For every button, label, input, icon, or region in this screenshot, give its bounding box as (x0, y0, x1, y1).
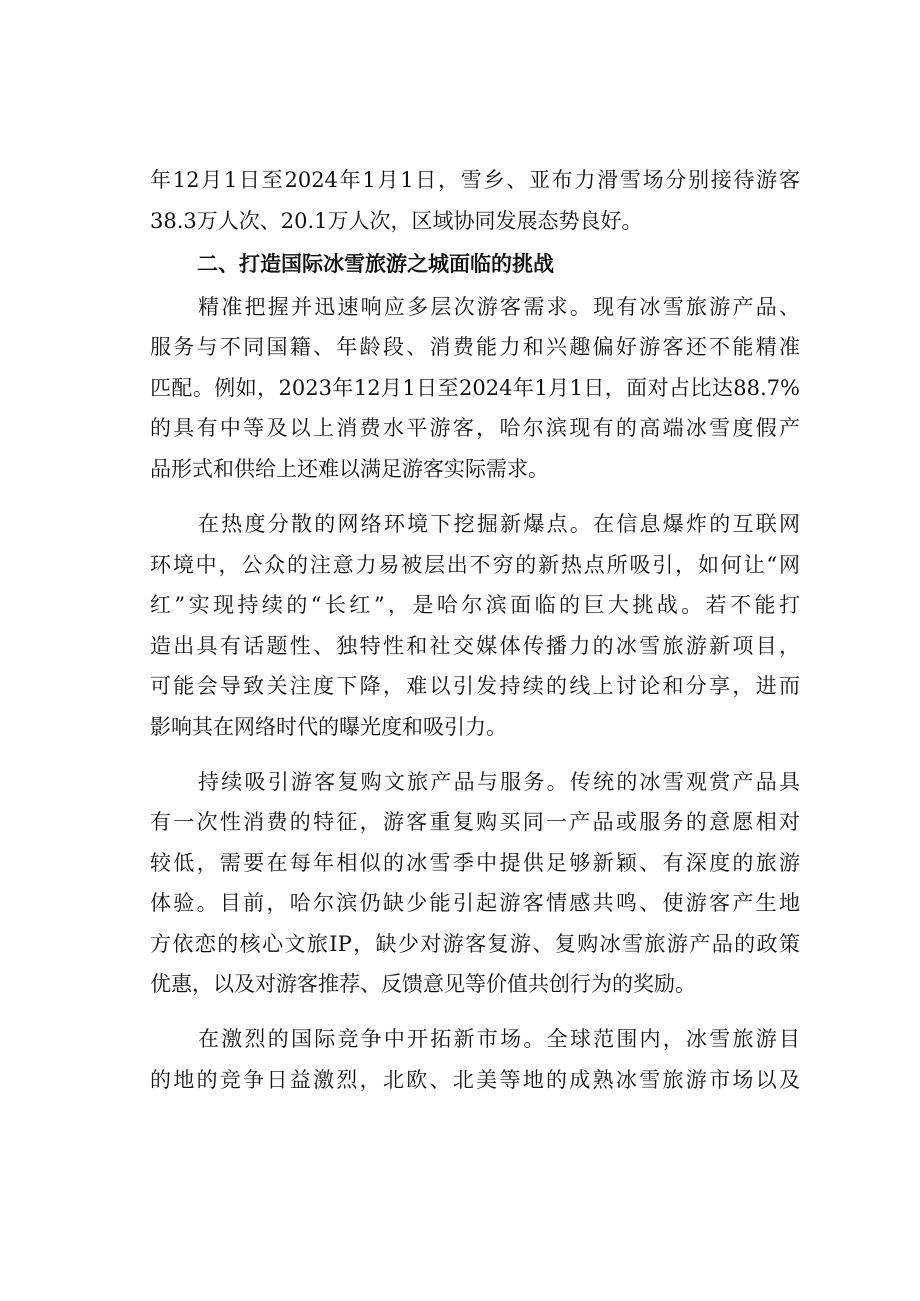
paragraph-line: 方依恋的核心文旅IP，缺少对游客复游、复购冰雪旅游产品的政策 (150, 932, 800, 956)
paragraph-line: 较低，需要在每年相似的冰雪季中提供足够新颖、有深度的旅游 (150, 851, 800, 875)
paragraph-line: 持续吸引游客复购文旅产品与服务。传统的冰雪观赏产品具 (198, 770, 800, 794)
paragraph-line: 的地的竞争日益激烈，北欧、北美等地的成熟冰雪旅游市场以及 (150, 1068, 800, 1092)
paragraph-line: 有一次性消费的特征，游客重复购买同一产品或服务的意愿相对 (150, 810, 800, 834)
paragraph-line: 红”实现持续的“长红”，是哈尔滨面临的巨大挑战。若不能打 (150, 593, 800, 617)
paragraph-line: 的具有中等及以上消费水平游客，哈尔滨现有的高端冰雪度假产 (150, 416, 800, 440)
paragraph-line: 精准把握并迅速响应多层次游客需求。现有冰雪旅游产品、 (198, 295, 800, 319)
paragraph-line: 匹配。例如，2023年12月1日至2024年1月1日，面对占比达88.7% (150, 376, 800, 400)
section-heading: 二、打造国际冰雪旅游之城面临的挑战 (197, 252, 554, 276)
paragraph-line: 优惠，以及对游客推荐、反馈意见等价值共创行为的奖励。 (150, 972, 696, 996)
paragraph-line: 影响其在网络时代的曝光度和吸引力。 (150, 715, 507, 739)
paragraph-line: 在热度分散的网络环境下挖掘新爆点。在信息爆炸的互联网 (198, 512, 800, 536)
paragraph-line: 造出具有话题性、独特性和社交媒体传播力的冰雪旅游新项目， (150, 634, 800, 658)
paragraph-line: 可能会导致关注度下降，难以引发持续的线上讨论和分享，进而 (150, 674, 800, 698)
paragraph-line: 服务与不同国籍、年龄段、消费能力和兴趣偏好游客还不能精准 (150, 335, 800, 359)
paragraph-line: 品形式和供给上还难以满足游客实际需求。 (150, 457, 549, 481)
paragraph-line: 体验。目前，哈尔滨仍缺少能引起游客情感共鸣、使游客产生地 (150, 891, 800, 915)
paragraph-line: 年12月1日至2024年1月1日，雪乡、亚布力滑雪场分别接待游客 (150, 168, 800, 192)
paragraph-line: 38.3万人次、20.1万人次，区域协同发展态势良好。 (150, 209, 643, 233)
paragraph-line: 在激烈的国际竞争中开拓新市场。全球范围内，冰雪旅游目 (198, 1027, 800, 1051)
paragraph-line: 环境中，公众的注意力易被层出不穷的新热点所吸引，如何让“网 (150, 553, 800, 577)
